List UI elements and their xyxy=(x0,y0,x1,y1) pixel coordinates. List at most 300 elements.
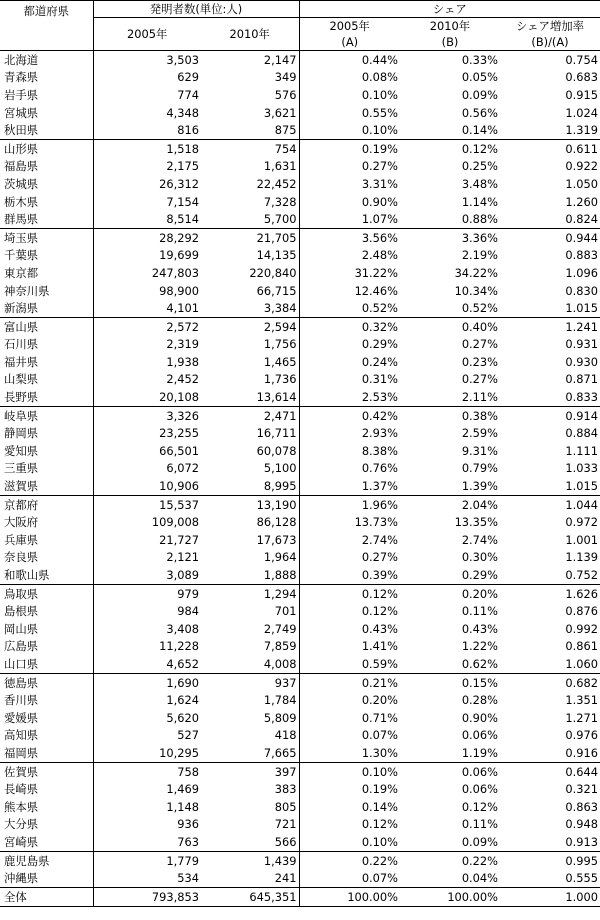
share-2005-cell: 13.73% xyxy=(354,515,398,530)
inventors-2005-cell: 1,690 xyxy=(93,673,201,691)
inventors-2005-cell: 10,295 xyxy=(159,745,199,760)
share-ratio-cell: 1.015 xyxy=(565,301,599,316)
table-row xyxy=(0,299,600,317)
share-2010-cell: 2.74% xyxy=(461,532,498,547)
share-ratio-cell: 1.271 xyxy=(565,710,599,725)
inventors-2005-cell: 247,803 xyxy=(151,265,199,280)
share-ratio-cell: 0.931 xyxy=(565,337,599,352)
table-row xyxy=(0,158,600,176)
inventors-2005-cell: 2,175 xyxy=(166,159,199,174)
header-share-2010 xyxy=(400,18,500,51)
prefecture-cell: 徳島県 xyxy=(0,673,93,691)
table-row xyxy=(0,460,600,478)
inventors-2010-cell: 1,736 xyxy=(201,371,299,389)
header-2010: 2010年 xyxy=(201,18,299,51)
share-2005-cell: 2.74% xyxy=(361,532,398,547)
share-ratio-cell: 1.060 xyxy=(565,656,599,671)
share-2005-cell: 0.29% xyxy=(361,337,398,352)
share-2010-cell: 0.52% xyxy=(461,301,498,316)
inventors-2010-cell: 383 xyxy=(201,780,299,798)
share-ratio-cell: 1.111 xyxy=(565,443,599,458)
table-row xyxy=(0,69,600,87)
share-2005-cell: 12.46% xyxy=(354,283,398,298)
inventors-2005-cell: 98,900 xyxy=(159,283,199,298)
share-ratio-cell: 0.992 xyxy=(565,621,599,636)
inventors-2005-cell: 109,008 xyxy=(151,515,199,530)
inventors-2005-cell: 936 xyxy=(177,817,199,832)
share-ratio-cell: 0.871 xyxy=(565,372,599,387)
inventors-2010-cell: 14,135 xyxy=(201,247,299,265)
share-2010-cell: 10.34% xyxy=(454,283,498,298)
prefecture-cell: 大阪府 xyxy=(0,513,93,531)
total-inventors-2005-cell: 793,853 xyxy=(93,887,201,906)
share-2010-cell: 3.36% xyxy=(400,228,500,246)
inventors-2005-cell: 984 xyxy=(177,604,199,619)
inventors-2010-cell: 3,621 xyxy=(201,104,299,122)
prefecture-cell: 鳥取県 xyxy=(0,584,93,602)
share-2005-cell: 0.59% xyxy=(361,656,398,671)
share-ratio-cell: 0.922 xyxy=(565,159,599,174)
inventors-2010-cell: 7,665 xyxy=(201,744,299,762)
header-prefecture: 都道府県 xyxy=(0,1,93,51)
share-2005-cell: 0.12% xyxy=(299,584,400,602)
table-row xyxy=(0,210,600,228)
table-row xyxy=(0,282,600,300)
inventors-2010-cell: 1,756 xyxy=(201,336,299,354)
share-2005-cell: 0.71% xyxy=(361,710,398,725)
share-2010-cell: 0.27% xyxy=(461,372,498,387)
share-ratio-cell: 0.611 xyxy=(500,139,600,157)
share-2010-cell: 0.29% xyxy=(461,568,498,583)
share-2010-cell: 0.33% xyxy=(400,51,500,69)
inventors-2005-cell: 4,652 xyxy=(166,656,199,671)
prefecture-cell: 青森県 xyxy=(0,69,93,87)
share-2005-cell: 0.22% xyxy=(299,851,400,869)
share-2005-cell: 0.39% xyxy=(361,568,398,583)
inventors-2005-cell: 15,537 xyxy=(93,495,201,513)
share-2005-cell: 0.42% xyxy=(299,406,400,424)
inventors-2005-cell: 6,072 xyxy=(166,461,199,476)
inventors-2010-cell: 1,784 xyxy=(201,691,299,709)
inventors-2010-cell: 13,614 xyxy=(201,388,299,406)
share-ratio-cell: 0.833 xyxy=(565,390,599,405)
prefecture-cell: 栃木県 xyxy=(0,193,93,211)
share-2010-cell: 1.22% xyxy=(461,639,498,654)
share-2005-cell: 0.07% xyxy=(361,871,398,886)
table-row xyxy=(0,51,600,69)
prefecture-cell: 鹿児島県 xyxy=(0,851,93,869)
table-row xyxy=(0,744,600,762)
share-2005-cell: 0.44% xyxy=(299,51,400,69)
prefecture-cell: 佐賀県 xyxy=(0,762,93,780)
prefecture-cell: 和歌山県 xyxy=(0,566,93,584)
share-ratio-cell: 0.972 xyxy=(565,515,599,530)
share-2010-cell: 0.11% xyxy=(461,817,498,832)
inventors-2010-cell: 3,384 xyxy=(201,299,299,317)
prefecture-cell: 秋田県 xyxy=(0,121,93,139)
share-2010-cell: 0.23% xyxy=(461,354,498,369)
inventors-2005-cell: 5,620 xyxy=(166,710,199,725)
inventors-2010-cell: 8,995 xyxy=(201,477,299,495)
table-row xyxy=(0,762,600,780)
total-inventors-2010-cell: 645,351 xyxy=(201,887,299,906)
share-2010-cell: 1.19% xyxy=(461,745,498,760)
share-2010-cell: 0.27% xyxy=(461,337,498,352)
inventors-2010-cell: 721 xyxy=(201,816,299,834)
inventors-2010-cell: 66,715 xyxy=(201,282,299,300)
share-ratio-cell: 0.944 xyxy=(500,228,600,246)
inventors-2010-cell: 16,711 xyxy=(201,424,299,442)
share-2010-cell: 0.14% xyxy=(461,123,498,138)
share-2010-cell: 0.05% xyxy=(461,70,498,85)
inventors-2010-cell: 2,749 xyxy=(201,620,299,638)
prefecture-cell: 岩手県 xyxy=(0,86,93,104)
share-2005-cell: 0.14% xyxy=(361,799,398,814)
inventors-2010-cell: 60,078 xyxy=(201,442,299,460)
inventors-2010-cell: 701 xyxy=(201,602,299,620)
inventors-2005-cell: 1,469 xyxy=(166,782,199,797)
prefecture-cell: 高知県 xyxy=(0,727,93,745)
share-ratio-cell: 1.050 xyxy=(565,176,599,191)
share-ratio-cell: 1.044 xyxy=(500,495,600,513)
share-ratio-cell: 1.626 xyxy=(500,584,600,602)
table-row xyxy=(0,388,600,406)
inventors-2005-cell: 1,938 xyxy=(166,354,199,369)
total-share-ratio-cell: 1.000 xyxy=(500,887,600,906)
prefecture-cell: 千葉県 xyxy=(0,247,93,265)
share-ratio-cell: 0.995 xyxy=(500,851,600,869)
inventors-2005-cell: 1,148 xyxy=(166,799,199,814)
table-body xyxy=(0,51,600,907)
share-2010-cell: 0.38% xyxy=(400,406,500,424)
inventors-2010-cell: 937 xyxy=(201,673,299,691)
header-share-group: シェア xyxy=(299,1,600,18)
inventors-2005-cell: 3,503 xyxy=(93,51,201,69)
share-2010-cell: 2.11% xyxy=(461,390,498,405)
inventors-2005-cell: 527 xyxy=(177,728,199,743)
inventors-2010-cell: 1,439 xyxy=(201,851,299,869)
prefecture-cell: 新潟県 xyxy=(0,299,93,317)
share-ratio-cell: 0.682 xyxy=(500,673,600,691)
share-2010-cell: 0.09% xyxy=(461,834,498,849)
share-ratio-cell: 0.914 xyxy=(500,406,600,424)
inventors-2005-cell: 4,101 xyxy=(166,301,199,316)
table-row xyxy=(0,442,600,460)
share-2010-cell: 9.31% xyxy=(461,443,498,458)
prefecture-cell: 香川県 xyxy=(0,691,93,709)
inventors-2010-cell: 86,128 xyxy=(201,513,299,531)
share-2010-cell: 0.09% xyxy=(461,87,498,102)
inventors-2005-cell: 3,089 xyxy=(166,568,199,583)
inventors-2010-cell: 418 xyxy=(201,727,299,745)
table-row xyxy=(0,175,600,193)
share-2005-cell: 0.07% xyxy=(361,728,398,743)
prefecture-cell: 山梨県 xyxy=(0,371,93,389)
inventors-2010-cell: 1,294 xyxy=(201,584,299,602)
share-ratio-cell: 0.752 xyxy=(565,568,599,583)
inventors-2010-cell: 875 xyxy=(201,121,299,139)
share-ratio-cell: 0.754 xyxy=(500,51,600,69)
share-2010-cell: 0.12% xyxy=(400,139,500,157)
share-ratio-cell: 1.001 xyxy=(565,532,599,547)
table-row xyxy=(0,513,600,531)
table-row xyxy=(0,193,600,211)
share-ratio-cell: 0.321 xyxy=(565,782,599,797)
table-row xyxy=(0,228,600,246)
share-ratio-cell: 0.916 xyxy=(565,745,599,760)
share-2005-cell: 0.19% xyxy=(299,139,400,157)
inventors-2005-cell: 534 xyxy=(177,871,199,886)
share-ratio-cell: 0.824 xyxy=(565,212,599,227)
prefecture-cell: 岐阜県 xyxy=(0,406,93,424)
table-row xyxy=(0,638,600,656)
inventors-2005-cell: 2,319 xyxy=(166,337,199,352)
prefecture-cell: 愛知県 xyxy=(0,442,93,460)
share-2005-cell: 0.12% xyxy=(361,604,398,619)
share-2010-cell: 0.06% xyxy=(461,728,498,743)
share-ratio-cell: 0.876 xyxy=(565,604,599,619)
inventors-2010-cell: 566 xyxy=(201,833,299,851)
share-ratio-cell: 1.319 xyxy=(565,123,599,138)
inventors-2010-cell: 13,190 xyxy=(201,495,299,513)
inventors-2010-cell: 2,147 xyxy=(201,51,299,69)
share-2005-cell: 0.10% xyxy=(361,87,398,102)
table-row xyxy=(0,727,600,745)
prefecture-cell: 石川県 xyxy=(0,336,93,354)
prefecture-cell: 茨城県 xyxy=(0,175,93,193)
share-2005-cell: 0.76% xyxy=(361,461,398,476)
inventors-2005-cell: 26,312 xyxy=(159,176,199,191)
share-2005-cell: 1.96% xyxy=(299,495,400,513)
table-row xyxy=(0,104,600,122)
share-2010-cell: 0.12% xyxy=(461,799,498,814)
share-2010-cell: 0.30% xyxy=(461,550,498,565)
table-row xyxy=(0,602,600,620)
inventors-2005-cell: 3,326 xyxy=(93,406,201,424)
share-ratio-cell: 0.883 xyxy=(565,248,599,263)
table-row xyxy=(0,673,600,691)
inventors-2010-cell: 220,840 xyxy=(201,264,299,282)
table-row xyxy=(0,424,600,442)
share-2010-cell: 0.04% xyxy=(461,871,498,886)
table-row xyxy=(0,495,600,513)
table-row xyxy=(0,691,600,709)
header-share-2005-line2: (A) xyxy=(341,35,359,49)
inventors-2005-cell: 758 xyxy=(93,762,201,780)
inventors-2005-cell: 629 xyxy=(177,70,199,85)
share-2010-cell: 0.20% xyxy=(400,584,500,602)
share-2005-cell: 1.30% xyxy=(361,745,398,760)
share-ratio-cell: 0.976 xyxy=(565,728,599,743)
share-2010-cell: 0.56% xyxy=(461,105,498,120)
prefecture-cell: 三重県 xyxy=(0,460,93,478)
share-2005-cell: 0.20% xyxy=(361,693,398,708)
share-2010-cell: 13.35% xyxy=(454,515,498,530)
share-2010-cell: 2.19% xyxy=(461,248,498,263)
header-share-2005-line1: 2005年 xyxy=(329,19,370,33)
share-2010-cell: 0.90% xyxy=(461,710,498,725)
table-row xyxy=(0,869,600,887)
share-2010-cell: 0.28% xyxy=(461,693,498,708)
table-row xyxy=(0,477,600,495)
share-2010-cell: 1.14% xyxy=(461,194,498,209)
share-2010-cell: 34.22% xyxy=(454,265,498,280)
prefecture-cell: 東京都 xyxy=(0,264,93,282)
inventors-2005-cell: 21,727 xyxy=(159,532,199,547)
share-ratio-cell: 1.241 xyxy=(500,317,600,335)
share-2010-cell: 0.25% xyxy=(461,159,498,174)
share-2005-cell: 2.53% xyxy=(361,390,398,405)
header-share-2010-line1: 2010年 xyxy=(429,19,471,33)
inventors-2005-cell: 66,501 xyxy=(159,443,199,458)
inventors-2010-cell: 349 xyxy=(201,69,299,87)
header-share-ratio-line1: シェア増加率 xyxy=(515,19,585,33)
inventors-2010-cell: 1,888 xyxy=(201,566,299,584)
prefecture-cell: 福島県 xyxy=(0,158,93,176)
share-ratio-cell: 1.024 xyxy=(565,105,599,120)
inventors-2005-cell: 1,518 xyxy=(93,139,201,157)
share-2010-cell: 0.11% xyxy=(461,604,498,619)
share-2005-cell: 8.38% xyxy=(361,443,398,458)
inventors-2010-cell: 5,809 xyxy=(201,709,299,727)
header-share-2005 xyxy=(299,18,400,51)
share-2005-cell: 0.52% xyxy=(361,301,398,316)
prefecture-cell: 長崎県 xyxy=(0,780,93,798)
share-2010-cell: 0.40% xyxy=(400,317,500,335)
prefecture-cell: 群馬県 xyxy=(0,210,93,228)
share-ratio-cell: 0.555 xyxy=(565,871,599,886)
table-row xyxy=(0,121,600,139)
inventors-2005-cell: 20,108 xyxy=(159,390,199,405)
table-row xyxy=(0,851,600,869)
share-2005-cell: 0.24% xyxy=(361,354,398,369)
prefecture-cell: 静岡県 xyxy=(0,424,93,442)
share-2010-cell: 2.59% xyxy=(461,426,498,441)
inventors-2005-cell: 23,255 xyxy=(159,426,199,441)
share-2005-cell: 0.32% xyxy=(299,317,400,335)
table-row xyxy=(0,798,600,816)
prefecture-cell: 長野県 xyxy=(0,388,93,406)
share-2005-cell: 1.41% xyxy=(361,639,398,654)
inventors-2005-cell: 2,452 xyxy=(166,372,199,387)
share-ratio-cell: 0.884 xyxy=(565,426,599,441)
inventors-2010-cell: 7,328 xyxy=(201,193,299,211)
share-2005-cell: 0.10% xyxy=(361,834,398,849)
table-row xyxy=(0,317,600,335)
table-row xyxy=(0,531,600,549)
inventors-2005-cell: 1,779 xyxy=(93,851,201,869)
table-row xyxy=(0,584,600,602)
total-row xyxy=(0,887,600,906)
table-row xyxy=(0,247,600,265)
header-2005: 2005年 xyxy=(127,27,168,41)
share-2010-cell: 0.15% xyxy=(400,673,500,691)
share-ratio-cell: 1.139 xyxy=(565,550,599,565)
prefecture-cell: 福井県 xyxy=(0,353,93,371)
share-2005-cell: 0.31% xyxy=(361,372,398,387)
table-row xyxy=(0,371,600,389)
table-row xyxy=(0,353,600,371)
share-ratio-cell: 0.913 xyxy=(565,834,599,849)
table-row xyxy=(0,86,600,104)
header-share-ratio xyxy=(500,18,600,51)
header-inventors-group: 発明者数(単位:人) xyxy=(93,1,299,18)
table-row xyxy=(0,833,600,851)
prefecture-cell: 島根県 xyxy=(0,602,93,620)
share-2010-cell: 2.04% xyxy=(400,495,500,513)
inventors-2005-cell: 2,121 xyxy=(166,550,199,565)
inventors-2010-cell: 397 xyxy=(201,762,299,780)
share-2010-cell: 0.43% xyxy=(461,621,498,636)
header-row-1 xyxy=(0,1,600,18)
inventors-2005-cell: 816 xyxy=(177,123,199,138)
inventors-2010-cell: 4,008 xyxy=(201,655,299,673)
share-2005-cell: 0.10% xyxy=(299,762,400,780)
share-ratio-cell: 0.915 xyxy=(565,87,599,102)
prefecture-cell: 富山県 xyxy=(0,317,93,335)
inventors-2010-cell: 2,594 xyxy=(201,317,299,335)
table-row xyxy=(0,816,600,834)
share-ratio-cell: 0.930 xyxy=(565,354,599,369)
inventors-2005-cell: 28,292 xyxy=(93,228,201,246)
share-2010-cell: 0.22% xyxy=(400,851,500,869)
inventors-2010-cell: 5,100 xyxy=(201,460,299,478)
share-2005-cell: 0.19% xyxy=(361,782,398,797)
share-2005-cell: 0.21% xyxy=(299,673,400,691)
prefecture-cell: 宮城県 xyxy=(0,104,93,122)
share-ratio-cell: 0.948 xyxy=(565,817,599,832)
share-ratio-cell: 1.033 xyxy=(565,461,599,476)
prefecture-cell: 山口県 xyxy=(0,655,93,673)
inventors-2010-cell: 17,673 xyxy=(201,531,299,549)
share-ratio-cell: 0.830 xyxy=(565,283,599,298)
share-ratio-cell: 0.644 xyxy=(500,762,600,780)
inventors-2005-cell: 774 xyxy=(177,87,199,102)
share-2005-cell: 3.31% xyxy=(361,176,398,191)
prefecture-cell: 宮崎県 xyxy=(0,833,93,851)
inventors-2005-cell: 763 xyxy=(177,834,199,849)
share-2010-cell: 0.06% xyxy=(461,782,498,797)
prefecture-cell: 福岡県 xyxy=(0,744,93,762)
total-share-2010-cell: 100.00% xyxy=(400,887,500,906)
prefecture-cell: 北海道 xyxy=(0,51,93,69)
table-row xyxy=(0,336,600,354)
inventors-2005-cell: 19,699 xyxy=(159,248,199,263)
total-share-2005-cell: 100.00% xyxy=(299,887,400,906)
inventors-2010-cell: 22,452 xyxy=(201,175,299,193)
inventors-2010-cell: 805 xyxy=(201,798,299,816)
inventors-2005-cell: 979 xyxy=(93,584,201,602)
share-2005-cell: 1.37% xyxy=(361,479,398,494)
prefecture-cell: 埼玉県 xyxy=(0,228,93,246)
prefecture-cell: 山形県 xyxy=(0,139,93,157)
inventors-2005-cell: 2,572 xyxy=(93,317,201,335)
table-row xyxy=(0,566,600,584)
share-2005-cell: 0.43% xyxy=(361,621,398,636)
share-2005-cell: 0.08% xyxy=(361,70,398,85)
prefecture-cell: 広島県 xyxy=(0,638,93,656)
table-row xyxy=(0,709,600,727)
inventors-2010-cell: 5,700 xyxy=(201,210,299,228)
share-2010-cell: 0.88% xyxy=(461,212,498,227)
inventors-2010-cell: 754 xyxy=(201,139,299,157)
inventors-2005-cell: 11,228 xyxy=(159,639,199,654)
inventors-2010-cell: 7,859 xyxy=(201,638,299,656)
share-2005-cell: 0.90% xyxy=(361,194,398,209)
share-2005-cell: 3.56% xyxy=(299,228,400,246)
share-2005-cell: 0.55% xyxy=(361,105,398,120)
inventors-2010-cell: 576 xyxy=(201,86,299,104)
